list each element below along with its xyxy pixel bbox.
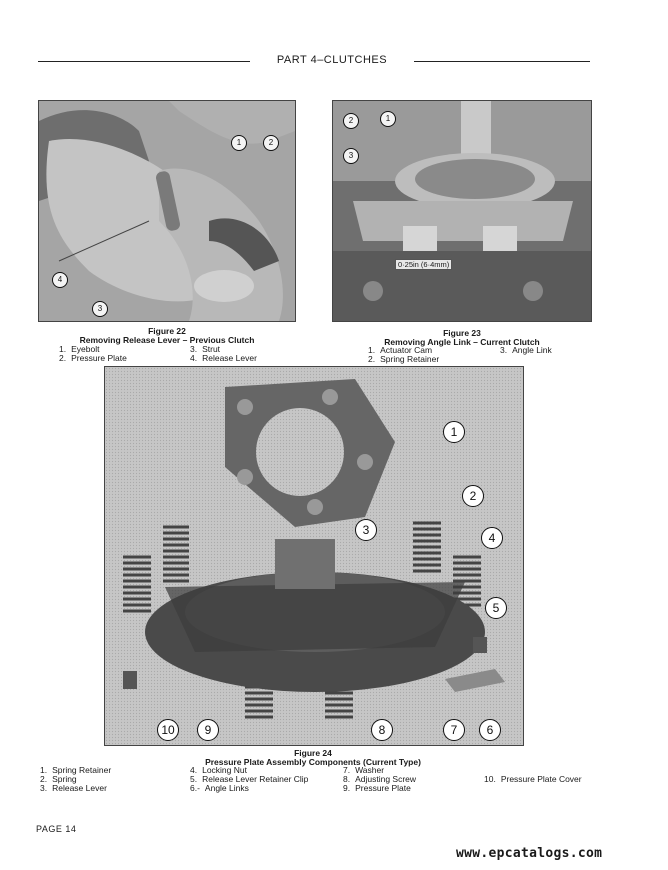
figure-22-callout-2: 2 <box>263 135 279 151</box>
page-header-title: PART 4–CLUTCHES <box>276 54 388 66</box>
page-number: PAGE 14 <box>36 824 77 834</box>
figure-22-title: Figure 22 <box>148 326 186 336</box>
watermark-url: www.epcatalogs.com <box>456 846 603 861</box>
figure-22-legend-2: 2. Pressure Plate <box>59 353 127 363</box>
figure-22-callout-4: 4 <box>52 272 68 288</box>
figure-24-callout-3: 3 <box>355 519 377 541</box>
figure-23-dimension-label: 0·25in (6·4mm) <box>395 259 452 270</box>
figure-22-callout-3: 3 <box>92 301 108 317</box>
figure-22-legend-4: 4. Release Lever <box>190 353 257 363</box>
figure-24-title: Figure 24 <box>294 748 332 758</box>
figure-24-legend-4: 4. Locking Nut <box>190 765 247 775</box>
figure-24-callout-8: 8 <box>371 719 393 741</box>
header-rule-left <box>38 61 250 62</box>
figure-23-callout-1: 1 <box>380 111 396 127</box>
figure-24-callout-6: 6 <box>479 719 501 741</box>
figure-24-legend-9: 9. Pressure Plate <box>343 783 411 793</box>
figure-23-callout-2: 2 <box>343 113 359 129</box>
figure-24-legend-8: 8. Adjusting Screw <box>343 774 417 784</box>
figure-24-callout-9: 9 <box>197 719 219 741</box>
figure-24-photo <box>104 366 524 746</box>
figure-22-callout-1: 1 <box>231 135 247 151</box>
figure-22-subtitle: Removing Release Lever – Previous Clutch <box>79 335 255 345</box>
figure-23-title: Figure 23 <box>443 328 481 338</box>
header-rule-right <box>414 61 590 62</box>
figure-23-legend-1: 1. Actuator Cam <box>368 345 433 355</box>
figure-24-callout-1: 1 <box>443 421 465 443</box>
figure-24-legend-5: 5. Release Lever Retainer Clip <box>190 774 309 784</box>
figure-23-legend-2: 2. Spring Retainer <box>368 354 440 364</box>
figure-24-legend-3: 3. Release Lever <box>40 783 107 793</box>
figure-22-legend-1: 1. Eyebolt <box>59 344 100 354</box>
figure-23-photo <box>332 100 592 322</box>
figure-24-legend-2: 2. Spring <box>40 774 77 784</box>
figure-24-callout-10: 10 <box>157 719 179 741</box>
figure-22-photo <box>38 100 296 322</box>
figure-22-legend-3: 3. Strut <box>190 344 221 354</box>
figure-23-callout-3: 3 <box>343 148 359 164</box>
figure-23-subtitle: Removing Angle Link – Current Clutch <box>384 337 540 347</box>
figure-24-callout-4: 4 <box>481 527 503 549</box>
figure-24-legend-1: 1. Spring Retainer <box>40 765 112 775</box>
figure-24-callout-2: 2 <box>462 485 484 507</box>
figure-24-legend-6: 6.- Angle Links <box>190 783 249 793</box>
figure-24-legend-10: 10. Pressure Plate Cover <box>484 774 582 784</box>
figure-24-callout-7: 7 <box>443 719 465 741</box>
figure-24-legend-7: 7. Washer <box>343 765 385 775</box>
figure-24-subtitle: Pressure Plate Assembly Components (Current Type) <box>205 757 421 767</box>
figure-23-legend-3: 3. Angle Link <box>500 345 552 355</box>
figure-23-illustration <box>333 101 591 321</box>
figure-22-illustration <box>39 101 295 321</box>
figure-24-callout-5: 5 <box>485 597 507 619</box>
